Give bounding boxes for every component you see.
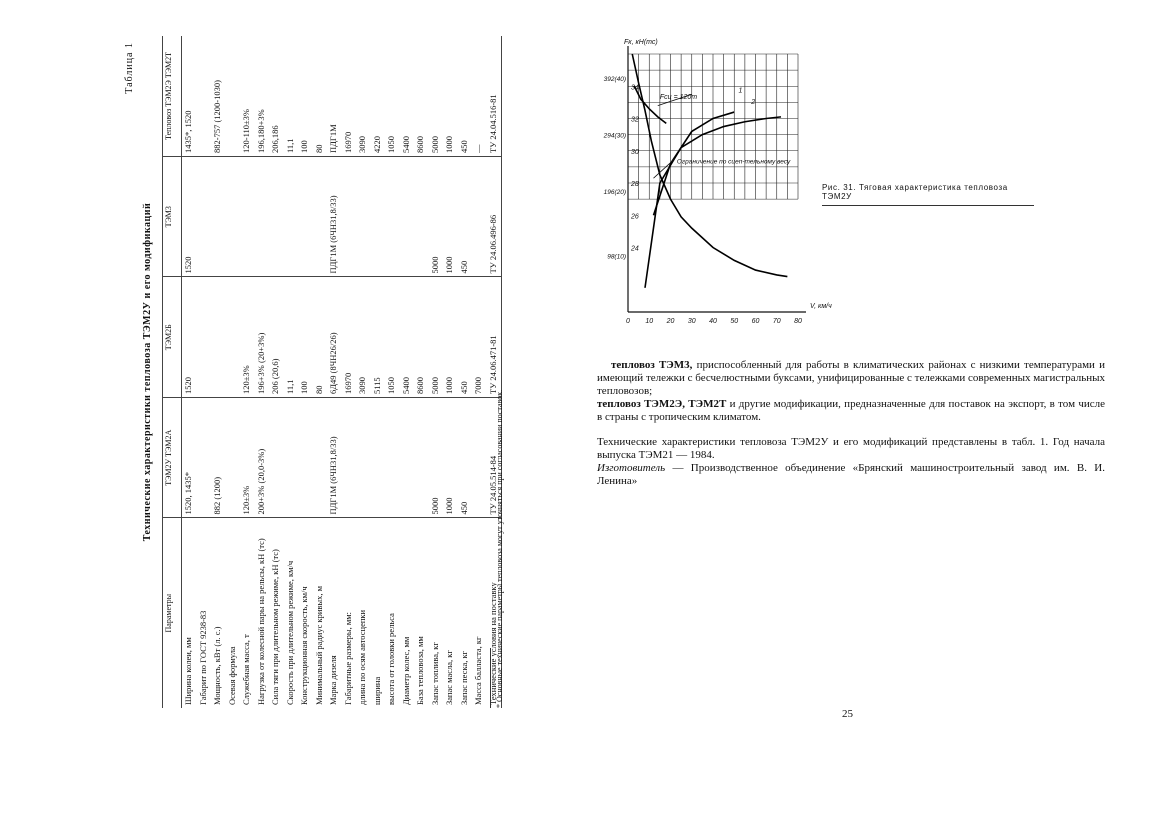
table-value-cell: ПДГ1М (328, 124, 338, 153)
table-value-cell (284, 157, 299, 278)
table-row (226, 36, 241, 708)
table-row (284, 36, 299, 708)
figure-rule (822, 205, 1034, 206)
y-tick-label: 24 (631, 245, 639, 253)
x-tick-label: 10 (645, 318, 654, 325)
table-param-cell: Мощность, кВт (л. с.) (211, 518, 226, 708)
table-row (182, 36, 197, 708)
table-value-cell (356, 157, 371, 278)
table-param-cell: Габарит по ГОСТ 9238-83 (197, 518, 212, 708)
table-row (356, 36, 371, 708)
table-value-cell: ТУ 24.05.514-84 (487, 398, 502, 519)
y-tick-label: 30 (631, 148, 639, 156)
traction-chart (598, 38, 832, 338)
table-param-cell: Габаритные размеры, мм: (342, 518, 357, 708)
table-value-cell: 100 (299, 140, 309, 153)
table-value-cell: 5000 (429, 157, 444, 278)
table-value-cell: 1050 (386, 136, 396, 153)
table-row (197, 36, 212, 708)
table-value-cell: ТУ 24.06.496-86 (487, 157, 502, 278)
table-header-row (163, 36, 182, 708)
table-value-cell: 196,180+3% (255, 109, 266, 153)
table-param-cell: ширина (371, 518, 386, 708)
table-row (414, 36, 429, 708)
table-footnote: * Основные технические параметры тепловоза могут уточняться при согласовании поставок. (495, 389, 504, 708)
table-value-cell (211, 277, 226, 398)
table-value-cell: 1000 (443, 277, 458, 398)
table-value-cell: ПДГ1М (6ЧН31,8/33) (327, 157, 342, 278)
table-value-cell (226, 157, 241, 278)
table-value-cell: 450 (458, 398, 473, 519)
table-param-cell: Ширина колеи, мм (182, 518, 197, 708)
table-value-cell: 6Д49 (8ЧН26/26) (327, 277, 342, 398)
body-text (597, 359, 1105, 488)
table-header-cell: ТЭМ2У ТЭМ2А (163, 398, 182, 519)
x-tick-label: 40 (709, 318, 717, 325)
table-value-cell: 200+3% (20,0-3%) (255, 398, 270, 519)
table-param-cell: Служебная масса, т (240, 518, 255, 708)
spec-table-block (122, 36, 508, 708)
table-value-cell: 8600 (415, 136, 425, 153)
table-value-cell (313, 157, 328, 278)
table-row (429, 36, 444, 708)
table-value-cell: 11,1 (284, 138, 295, 153)
table-value-cell: 120±3% (240, 277, 255, 398)
table-param-cell: Нагрузка от колесной пары на рельсы, кН (тс) (255, 518, 270, 708)
maker-label: Изготовитель (597, 462, 666, 474)
y-outer-label: 294(30) (603, 132, 626, 140)
table-value-cell: 120±3% (240, 398, 255, 519)
table-value-cell: 206,186 (270, 125, 280, 153)
table-value-cell: 1520 (182, 277, 197, 398)
table-value-cell (356, 398, 371, 519)
table-param-cell: Марка дизеля (327, 518, 342, 708)
table-param-cell: Сила тяги при длительном режиме, кН (тс) (269, 518, 284, 708)
table-row (385, 36, 400, 708)
table-param-cell: База тепловоза, мм (414, 518, 429, 708)
table-value-cell: 100 (298, 277, 313, 398)
x-tick-label: 30 (687, 318, 696, 325)
table-value-cell (472, 398, 487, 519)
table-value-cell: 5115 (371, 277, 386, 398)
table-value-cell: 1000 (443, 157, 458, 278)
table-param-cell: Осевая формула (226, 518, 241, 708)
table-value-cell: 1520, 1435* (182, 398, 197, 519)
y-tick-label: 32 (631, 116, 639, 124)
table-value-cell (414, 398, 429, 519)
table-param-cell: Запас песка, кг (458, 518, 473, 708)
spec-table (162, 36, 502, 708)
table-value-cell (284, 398, 299, 519)
paragraph-maker (597, 462, 1105, 488)
table-value-cell (226, 277, 241, 398)
table-row (472, 36, 487, 708)
table-value-cell: 196+3% (20+3%) (255, 277, 270, 398)
x-tick-label: 20 (666, 318, 675, 325)
table-value-cell (472, 157, 487, 278)
table-value-cell (197, 398, 212, 519)
table-value-cell: 5000 (429, 136, 440, 153)
table-value-cell: 3090 (356, 277, 371, 398)
table-param-cell: Масса балласта, кг (472, 518, 487, 708)
table-header-cell: Параметры (163, 518, 182, 708)
table-value-cell (197, 277, 212, 398)
table-param-cell: Конструкционная скорость, км/ч (298, 518, 313, 708)
table-value-cell: 7000 (472, 277, 487, 398)
table-value-cell (400, 398, 415, 519)
table-param-cell: Запас масла, кг (443, 518, 458, 708)
table-body (182, 36, 502, 708)
table-row (211, 36, 226, 708)
table-value-cell: 450 (458, 157, 473, 278)
table-value-cell: 206 (20,6) (269, 277, 284, 398)
table-value-cell (269, 157, 284, 278)
table-param-cell: высота от головки рельса (385, 518, 400, 708)
table-value-cell (414, 157, 429, 278)
table-value-cell: ТУ 24.06.471-81 (487, 277, 502, 398)
table-row (255, 36, 270, 708)
table-value-cell: 120-110±3% (241, 108, 251, 153)
table-value-cell (197, 157, 212, 278)
table-value-cell (313, 398, 328, 519)
table-value-cell: 882-757 (1200-1030) (212, 80, 222, 153)
table-value-cell (385, 398, 400, 519)
table-value-cell: ПДГ1М (6ЧН31,8/33) (327, 398, 342, 519)
table-value-cell (371, 398, 386, 519)
page-number: 25 (842, 708, 853, 720)
x-tick-label: 0 (626, 318, 630, 325)
table-value-cell: 450 (458, 140, 469, 153)
table-value-cell (342, 398, 357, 519)
table-value-cell (226, 398, 241, 519)
table-value-cell: 1000 (444, 136, 454, 153)
table-value-cell (371, 157, 386, 278)
table-param-cell: Минимальный радиус кривых, м (313, 518, 328, 708)
table-value-cell: 1050 (385, 277, 400, 398)
table-value-cell: 450 (458, 277, 473, 398)
table-value-cell: 1435*, 1520 (183, 110, 193, 153)
table-value-cell: 80 (313, 277, 328, 398)
table-row (400, 36, 415, 708)
table-param-cell: Диаметр колес, мм (400, 518, 415, 708)
table-row (458, 36, 473, 708)
table-value-cell (211, 157, 226, 278)
table-number: Таблица 1 (124, 42, 135, 94)
y-tick-label: 26 (631, 213, 639, 221)
table-value-cell (385, 157, 400, 278)
table-value-cell (255, 157, 270, 278)
table-value-cell: 5400 (400, 277, 415, 398)
tem3-term: тепловоз ТЭМ3, (611, 359, 693, 371)
table-value-cell: 882 (1200) (211, 398, 226, 519)
table-row (240, 36, 255, 708)
y-outer-label: 392(40) (603, 76, 626, 84)
table-title: Технические характеристики тепловоза ТЭМ2У и его модификаций (142, 202, 153, 542)
table-value-cell: 4220 (371, 136, 382, 153)
table-row (313, 36, 328, 708)
table-param-cell: Технические условия на поставку (487, 518, 502, 708)
y-tick-label: 28 (631, 181, 639, 188)
table-row (327, 36, 342, 708)
maker-name: — Производственное объединение «Брянский машиностроительный завод им. В. И. Ленина» (597, 462, 1105, 487)
table-value-cell: 11,1 (284, 277, 299, 398)
tem2e-term: тепловоз ТЭМ2Э, ТЭМ2Т (597, 398, 727, 410)
table-value-cell (269, 398, 284, 519)
table-value-cell: 5400 (400, 136, 411, 153)
table-value-cell (226, 36, 241, 157)
x-tick-label: 50 (730, 318, 739, 325)
paragraph-tem2e (597, 398, 1105, 424)
annotation-label: 2 (751, 98, 756, 106)
traction-chart-svg (598, 38, 832, 338)
table-header-cell: ТЭМ2Б (163, 277, 182, 398)
table-param-cell: длина по осям автосцепки (356, 518, 371, 708)
x-axis-title: V, км/ч (810, 303, 832, 310)
table-param-cell: Запас топлива, кг (429, 518, 444, 708)
table-header-cell: Тепловоз ТЭМ2Э ТЭМ2Т (163, 36, 182, 157)
table-value-cell: 80 (313, 144, 324, 153)
x-tick-label: 80 (794, 318, 802, 325)
annotation-label: 1 (738, 87, 743, 95)
table-value-cell (400, 157, 415, 278)
tem2e-desc: и другие модификации, предназначенные для поставок на экспорт, в том числе в страны с тропическим климатом. (597, 398, 1105, 423)
y-outer-label: 196(20) (603, 189, 626, 197)
paragraph-specs: Технические характеристики тепловоза ТЭМ2У и его модификаций представлены в табл. 1. Год начала выпуска ТЭМ21 — 1984. (597, 436, 1105, 461)
table-value-cell: 8600 (414, 277, 429, 398)
table-value-cell: 16970 (342, 131, 353, 153)
x-tick-label: 70 (772, 318, 781, 325)
table-value-cell (342, 157, 357, 278)
table-value-cell (298, 157, 313, 278)
table-value-cell (298, 398, 313, 519)
table-value-cell (197, 36, 212, 157)
annotation-label: Ограничение по сцеп-тельному весу (676, 158, 791, 166)
table-row (342, 36, 357, 708)
table-header-cell: ТЭМ3 (163, 157, 182, 278)
table-value-cell: 1520 (182, 157, 197, 278)
table-value-cell: 3090 (357, 136, 367, 153)
figure-caption: Рис. 31. Тяговая характеристика тепловоза ТЭМ2У (822, 183, 1008, 201)
table-value-cell: 5000 (429, 398, 444, 519)
x-tick-label: 60 (751, 318, 760, 325)
table-value-cell: ТУ 24.04.516-81 (487, 36, 502, 157)
table-value-cell: 1000 (443, 398, 458, 519)
table-row (269, 36, 284, 708)
y-outer-label: 98(10) (607, 253, 626, 261)
table-value-cell (240, 157, 255, 278)
footnote-rule (490, 648, 491, 708)
table-value-cell: — (473, 144, 483, 153)
y-axis-title: Fк, кН(тс) (624, 39, 658, 46)
y-tick-label: 34 (631, 84, 639, 92)
table-value-cell: 16970 (342, 277, 357, 398)
table-row (298, 36, 313, 708)
table-row (443, 36, 458, 708)
annotation-label: Fсц = 120т (659, 94, 698, 102)
tem3-desc: приспособленный для работы в климатических районах с низкими температурами и имеющий тележки с бесчелюстными буксами, унифицированные с тележками современных магистральных тепловозов; (597, 359, 1105, 397)
table-param-cell: Скорость при длительном режиме, км/ч (284, 518, 299, 708)
table-row (371, 36, 386, 708)
paragraph-tem3 (597, 359, 1105, 398)
series-line (634, 86, 666, 123)
table-value-cell: 5000 (429, 277, 444, 398)
